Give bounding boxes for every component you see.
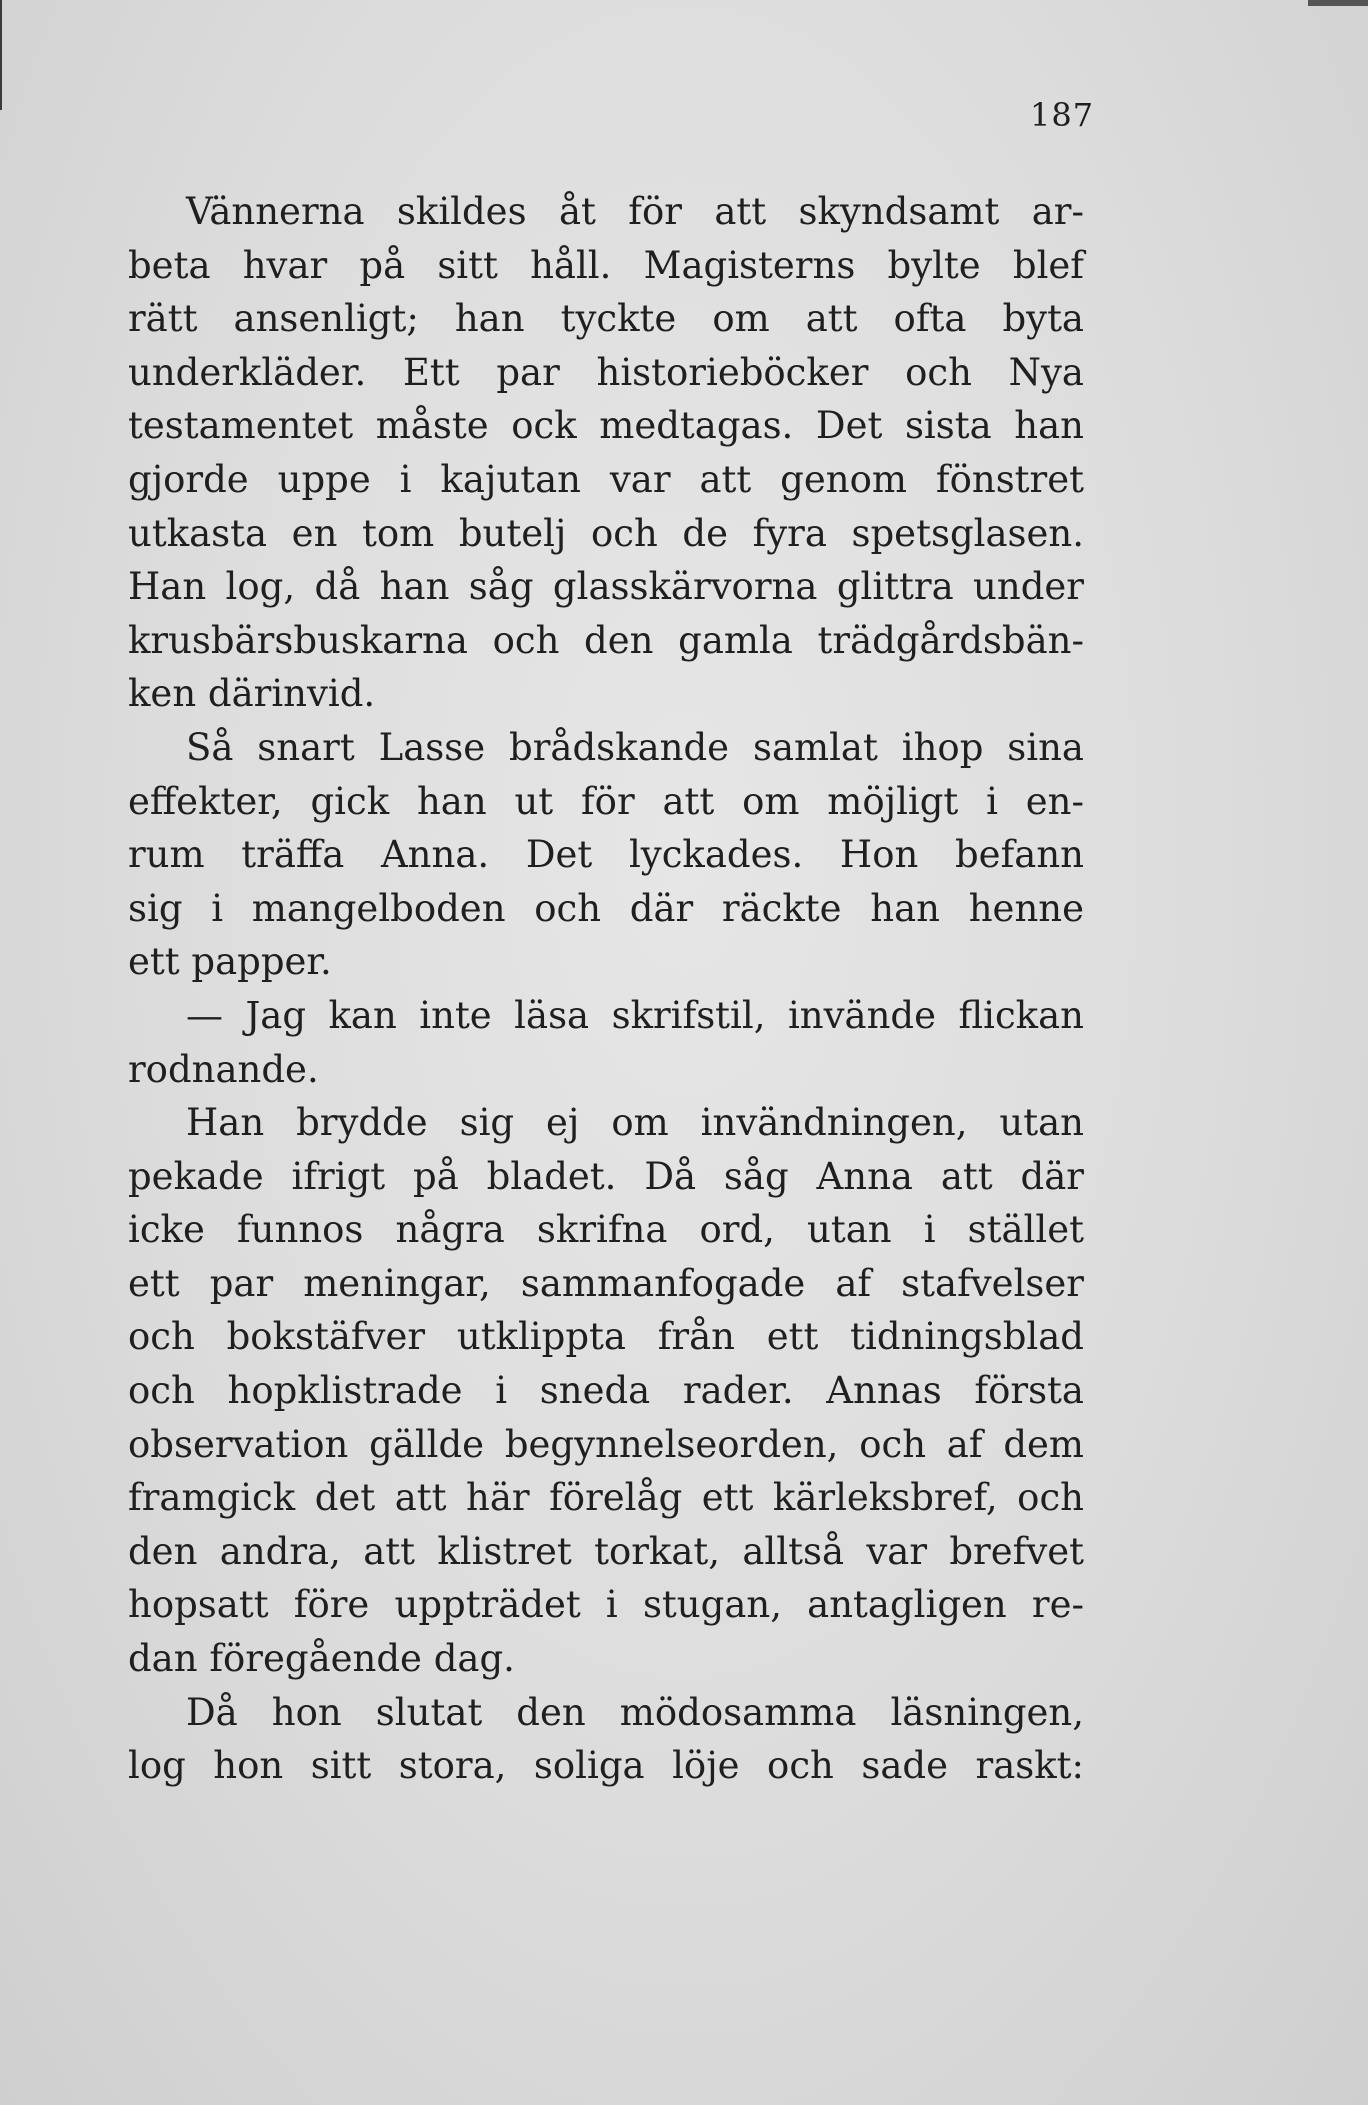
page-edge-right bbox=[1308, 0, 1368, 6]
text-line: den andra, att klistret torkat, alltså var brefvet bbox=[128, 1529, 1084, 1573]
text-line: rodnande. bbox=[128, 1047, 319, 1091]
body-text bbox=[128, 185, 1084, 1793]
text-line: icke funnos några skrifna ord, utan i stället bbox=[128, 1208, 1084, 1252]
text-line: framgick det att här förelåg ett kärleksbref, och bbox=[128, 1476, 1084, 1520]
text-line: beta hvar på sitt håll. Magisterns bylte blef bbox=[128, 243, 1084, 287]
text-line: testamentet måste ock medtagas. Det sista han bbox=[128, 404, 1084, 448]
text-line: krusbärsbuskarna och den gamla trädgårdsbän- bbox=[128, 618, 1084, 662]
text-line: ken därinvid. bbox=[128, 672, 376, 716]
text-line: effekter, gick han ut för att om möjligt i en- bbox=[128, 779, 1084, 823]
text-line: ett par meningar, sammanfogade af stafvelser bbox=[128, 1261, 1084, 1305]
page-number: 187 bbox=[1030, 96, 1095, 134]
text-line: log hon sitt stora, soliga löje och sade raskt: bbox=[128, 1744, 1084, 1788]
text-line: ett papper. bbox=[128, 940, 332, 984]
text-line: Så snart Lasse brådskande samlat ihop sina bbox=[186, 725, 1084, 769]
text-line: dan föregående dag. bbox=[128, 1637, 515, 1681]
text-line: Vännerna skildes åt för att skyndsamt ar- bbox=[186, 190, 1084, 233]
text-line: gjorde uppe i kajutan var att genom fönstret bbox=[128, 457, 1084, 501]
text-line: Då hon slutat den mödosamma läsningen, bbox=[186, 1690, 1084, 1734]
page-edge-left bbox=[0, 0, 2, 110]
text-line: pekade ifrigt på bladet. Då såg Anna att där bbox=[128, 1154, 1084, 1198]
text-line: och bokstäfver utklippta från ett tidningsblad bbox=[128, 1315, 1084, 1359]
text-line: utkasta en tom butelj och de fyra spetsglasen. bbox=[128, 511, 1084, 555]
text-line: och hopklistrade i sneda rader. Annas första bbox=[128, 1369, 1084, 1413]
text-line: observation gällde begynnelseorden, och af dem bbox=[128, 1422, 1084, 1466]
text-line: Han brydde sig ej om invändningen, utan bbox=[186, 1101, 1084, 1145]
text-line: — Jag kan inte läsa skrifstil, invände flickan bbox=[186, 993, 1084, 1037]
text-line: rätt ansenligt; han tyckte om att ofta byta bbox=[128, 297, 1084, 341]
text-line: Han log, då han såg glasskärvorna glittra under bbox=[128, 565, 1084, 609]
text-line: rum träffa Anna. Det lyckades. Hon befann bbox=[128, 833, 1084, 877]
text-line: hopsatt före uppträdet i stugan, antagligen re- bbox=[128, 1583, 1084, 1627]
text-line: underkläder. Ett par historieböcker och Nya bbox=[128, 350, 1084, 394]
text-line: sig i mangelboden och där räckte han henne bbox=[128, 886, 1084, 930]
